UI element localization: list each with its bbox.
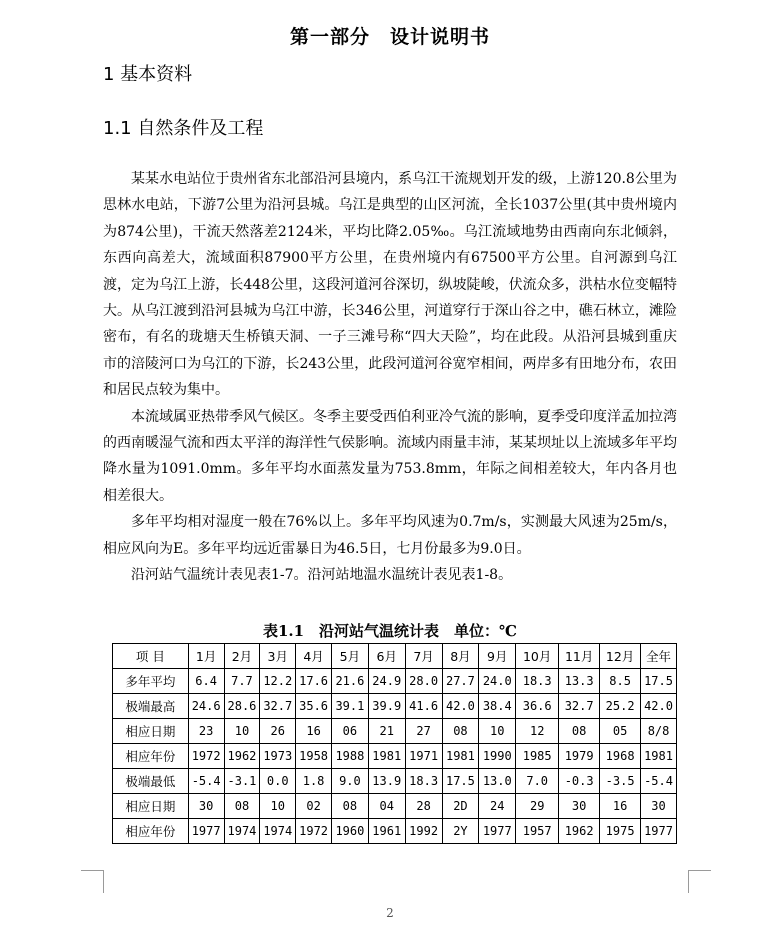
table-cell: -5.4: [188, 769, 224, 794]
header-month-8: 8月: [442, 644, 479, 669]
table-row: [113, 719, 677, 744]
header-month-7: 7月: [405, 644, 442, 669]
table-cell: -0.3: [559, 769, 600, 794]
row-label: 极端最低: [113, 769, 189, 794]
table-cell: 13.9: [368, 769, 405, 794]
table-cell: 1972: [188, 744, 224, 769]
header-month-11: 11月: [559, 644, 600, 669]
table-cell: 1974: [260, 819, 296, 844]
temperature-table: [112, 643, 677, 844]
table-cell: 23: [188, 719, 224, 744]
table-cell: 42.0: [641, 694, 677, 719]
table-cell: 28.0: [405, 669, 442, 694]
table-cell: 1981: [368, 744, 405, 769]
table-cell: 21: [368, 719, 405, 744]
table-cell: 1985: [516, 744, 559, 769]
table-cell: 7.7: [224, 669, 260, 694]
table-cell: 1975: [600, 819, 641, 844]
table-cell: 17.5: [641, 669, 677, 694]
section-heading-1-1: 1.1 自然条件及工程: [103, 118, 264, 139]
table-cell: 02: [296, 794, 332, 819]
header-month-6: 6月: [368, 644, 405, 669]
table-cell: 16: [296, 719, 332, 744]
table-cell: 27: [405, 719, 442, 744]
table-cell: 1972: [296, 819, 332, 844]
table-row: [113, 669, 677, 694]
table-header-row: [113, 644, 677, 669]
table-cell: 24.9: [368, 669, 405, 694]
table-cell: 16: [600, 794, 641, 819]
table-cell: 1988: [331, 744, 368, 769]
table-cell: 08: [559, 719, 600, 744]
table-cell: -3.5: [600, 769, 641, 794]
header-month-1: 1月: [188, 644, 224, 669]
table-cell: 25.2: [600, 694, 641, 719]
table-cell: 12.2: [260, 669, 296, 694]
table-cell: 17.6: [296, 669, 332, 694]
header-item: 项 目: [113, 644, 189, 669]
table-cell: 8.5: [600, 669, 641, 694]
part-title: 第一部分 设计说明书: [289, 26, 490, 48]
table-cell: 8/8: [641, 719, 677, 744]
table-cell: 24: [479, 794, 516, 819]
table-cell: 30: [641, 794, 677, 819]
row-label: 极端最高: [113, 694, 189, 719]
table-cell: 30: [188, 794, 224, 819]
table-cell: 28.6: [224, 694, 260, 719]
paragraph-4: 沿河站气温统计表见表1-7。沿河站地温水温统计表见表1-8。: [131, 567, 513, 584]
table-cell: 1981: [442, 744, 479, 769]
table-row: [113, 744, 677, 769]
row-label: 相应日期: [113, 719, 189, 744]
header-month-2: 2月: [224, 644, 260, 669]
table-cell: 38.4: [479, 694, 516, 719]
table-cell: 06: [331, 719, 368, 744]
table-cell: 13.0: [479, 769, 516, 794]
table-cell: 27.7: [442, 669, 479, 694]
table-cell: 1957: [516, 819, 559, 844]
table-cell: 1992: [405, 819, 442, 844]
table-cell: 6.4: [188, 669, 224, 694]
table-cell: 08: [442, 719, 479, 744]
table-cell: 1958: [296, 744, 332, 769]
table-cell: 24.6: [188, 694, 224, 719]
table-cell: 05: [600, 719, 641, 744]
body-text: [103, 166, 677, 589]
table-cell: 08: [331, 794, 368, 819]
table-cell: 1979: [559, 744, 600, 769]
table-row: [113, 794, 677, 819]
table-cell: 18.3: [405, 769, 442, 794]
table-cell: 13.3: [559, 669, 600, 694]
table-cell: 10: [224, 719, 260, 744]
table-cell: 32.7: [260, 694, 296, 719]
table-cell: 08: [224, 794, 260, 819]
table-cell: 10: [479, 719, 516, 744]
header-month-10: 10月: [516, 644, 559, 669]
table-cell: 39.9: [368, 694, 405, 719]
table-row: [113, 819, 677, 844]
table-cell: 1974: [224, 819, 260, 844]
table-cell: 24.0: [479, 669, 516, 694]
table-cell: 21.6: [331, 669, 368, 694]
table-cell: 1977: [479, 819, 516, 844]
table-cell: 12: [516, 719, 559, 744]
table-cell: 1962: [224, 744, 260, 769]
table-cell: -5.4: [641, 769, 677, 794]
table-cell: 18.3: [516, 669, 559, 694]
table-cell: 1.8: [296, 769, 332, 794]
row-label: 相应年份: [113, 819, 189, 844]
paragraph-3: 多年平均相对湿度一般在76%以上。多年平均风速为0.7m/s，实测最大风速为25m/s，相应风向为E。多年平均远近雷暴日为46.5日，七月份最多为9.0日。: [103, 514, 677, 557]
table-cell: 1971: [405, 744, 442, 769]
paragraph-2: 本流域属亚热带季风气候区。冬季主要受西伯利亚冷气流的影响，夏季受印度洋孟加拉湾的西南暖湿气流和西太平洋的海洋性气侯影响。流域内雨量丰沛，某某坝址以上流域多年平均降水量为1091.0mm。多年平均水面蒸发量为753.8mm，年际之间相差较大，年内各月也相差很大。: [103, 408, 677, 504]
table-cell: 36.6: [516, 694, 559, 719]
table-cell: 1968: [600, 744, 641, 769]
table-cell: 35.6: [296, 694, 332, 719]
table-cell: 1977: [641, 819, 677, 844]
row-label: 多年平均: [113, 669, 189, 694]
table-cell: 1990: [479, 744, 516, 769]
table-cell: 42.0: [442, 694, 479, 719]
table-cell: 17.5: [442, 769, 479, 794]
table-cell: 10: [260, 794, 296, 819]
table-cell: 29: [516, 794, 559, 819]
table-row: [113, 769, 677, 794]
table-cell: 30: [559, 794, 600, 819]
table-cell: 28: [405, 794, 442, 819]
table-cell: 0.0: [260, 769, 296, 794]
table-cell: 04: [368, 794, 405, 819]
header-month-12: 12月: [600, 644, 641, 669]
table-cell: 9.0: [331, 769, 368, 794]
table-cell: 1973: [260, 744, 296, 769]
table-cell: 2Y: [442, 819, 479, 844]
table-body: [113, 669, 677, 844]
page-number: 2: [386, 906, 394, 920]
table-cell: 7.0: [516, 769, 559, 794]
table-cell: -3.1: [224, 769, 260, 794]
table-cell: 41.6: [405, 694, 442, 719]
table-row: [113, 694, 677, 719]
header-month-9: 9月: [479, 644, 516, 669]
table-cell: 26: [260, 719, 296, 744]
header-month-5: 5月: [331, 644, 368, 669]
table-cell: 2D: [442, 794, 479, 819]
table-cell: 39.1: [331, 694, 368, 719]
header-month-4: 4月: [296, 644, 332, 669]
table-caption: 表1.1 沿河站气温统计表 单位：℃: [262, 622, 518, 640]
page-corner-mark-right: [688, 870, 711, 893]
table-cell: 1981: [641, 744, 677, 769]
page-corner-mark-left: [81, 870, 104, 893]
table-cell: 1962: [559, 819, 600, 844]
header-month-3: 3月: [260, 644, 296, 669]
paragraph-1: 某某水电站位于贵州省东北部沿河县境内，系乌江干流规划开发的级，上游120.8公里为思林水电站，下游7公里为沿河县城。乌江是典型的山区河流，全长1037公里(其中贵州境内为874公里)，干流天然落差2124米，平均比降2.05‰。乌江流域地势由西南向东北倾斜，东西向高差大，流域面积87900平方公里，在贵州境内有67500平方公里。自河源到乌江渡，定为乌江上游，长448公里，这段河道河谷深切，纵坡陡峻，伏流众多，洪枯水位变幅特大。从乌江渡到沿河县城为乌江中游，长346公里，河道穿行于深山谷之中，礁石林立，滩险密布，有名的珑塘天生桥镇天洞、一子三滩号称“四大天险”，均在此段。从沿河县城到重庆市的涪陵河口为乌江的下游，长243公里，此段河道河谷宽窄相间，两岸多有田地分布，农田和居民点较为集中。: [103, 171, 677, 399]
row-label: 相应日期: [113, 794, 189, 819]
table-cell: 1961: [368, 819, 405, 844]
row-label: 相应年份: [113, 744, 189, 769]
header-annual: 全年: [641, 644, 677, 669]
table-cell: 1960: [331, 819, 368, 844]
table-cell: 1977: [188, 819, 224, 844]
table-cell: 32.7: [559, 694, 600, 719]
section-heading-1: 1 基本资料: [103, 64, 193, 85]
